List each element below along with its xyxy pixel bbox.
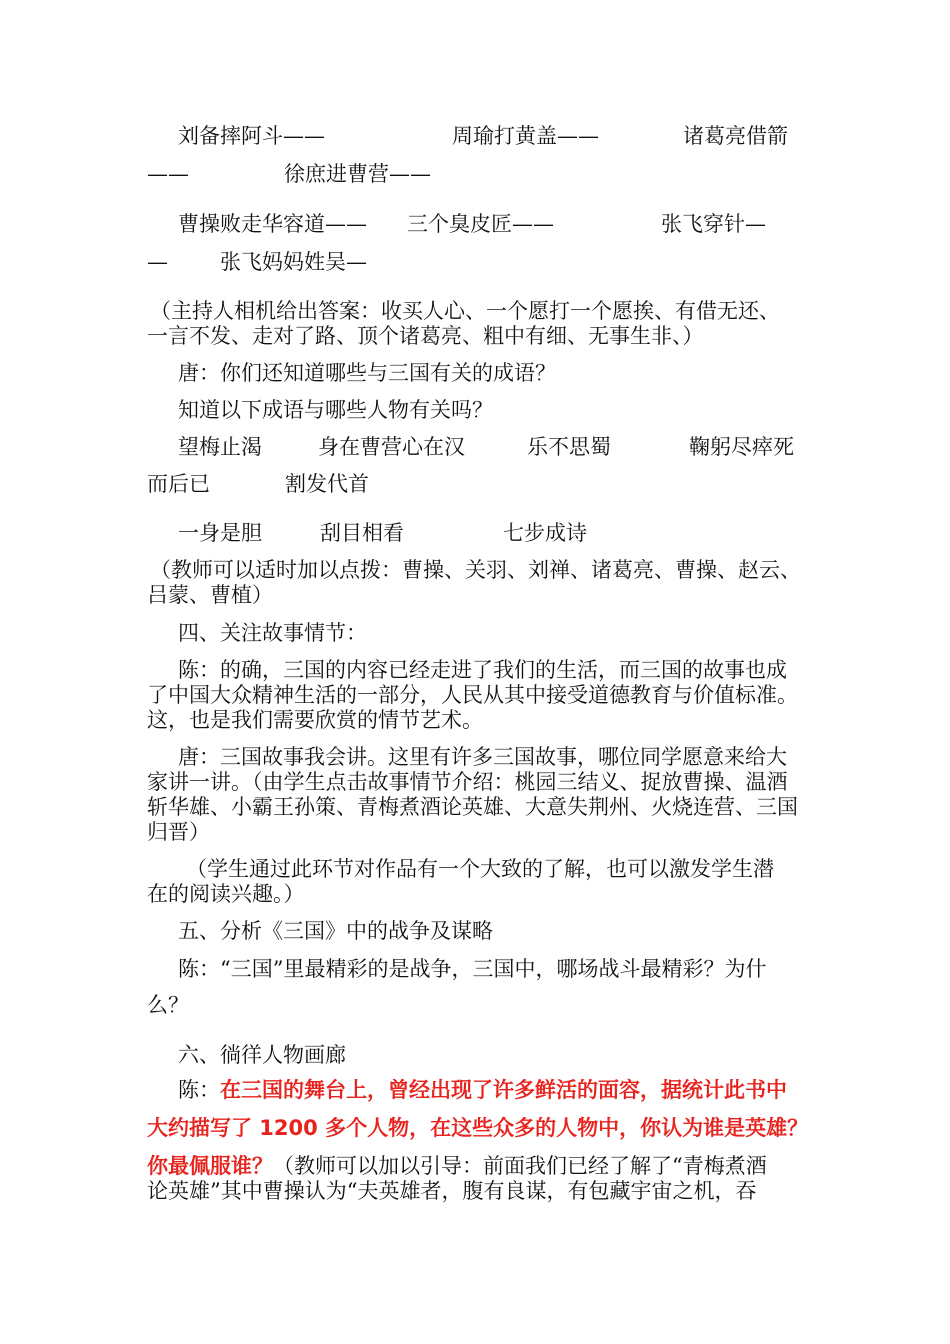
- phrase-text: 割发代首: [285, 472, 369, 496]
- chen-para-3-line-1: [178, 1076, 787, 1104]
- note-line-1: （学生通过此环节对作品有一个大致的了解，也可以激发学生潜: [186, 857, 774, 881]
- phrase-text: 乐不思蜀: [527, 435, 611, 459]
- idiom-text: 徐庶进曹营——: [284, 162, 431, 186]
- idiom-text: 诸葛亮借箭: [683, 124, 788, 148]
- phrase-text: 鞠躬尽瘁死: [689, 435, 794, 459]
- chen-para-1-line-2: 了中国大众精神生活的一部分，人民从其中接受道德教育与价值标准。: [147, 683, 798, 707]
- idiom-row-2: [0, 160, 950, 188]
- phrase-text: 而后已: [147, 472, 210, 496]
- note-line-2: 在的阅读兴趣。）: [147, 882, 305, 906]
- tang-para-line-3: 斩华雄、小霸王孙策、青梅煮酒论英雄、大意失荆州、火烧连营、三国: [147, 795, 798, 819]
- tang-para-line-4: 归晋）: [147, 820, 210, 844]
- idiom-text: ——: [147, 162, 189, 186]
- section-6-heading: 六、徜徉人物画廊: [178, 1043, 346, 1067]
- phrase-text: 望梅止渴: [178, 435, 262, 459]
- idiom-text: 三个臭皮匠——: [407, 212, 554, 236]
- section-4-heading: 四、关注故事情节：: [178, 621, 367, 645]
- highlight-text: 你最佩服谁？: [147, 1154, 273, 1178]
- phrase-text: 七步成诗: [503, 521, 587, 545]
- idiom-row-4: [0, 248, 950, 276]
- phrase-row-1: [0, 433, 950, 461]
- speaker-prefix: 陈：: [178, 1078, 220, 1102]
- phrase-text: 一身是胆: [178, 521, 262, 545]
- answer-line-2: 一言不发、走对了路、顶个诸葛亮、粗中有细、无事生非、）: [147, 324, 704, 348]
- chen-para-2-line-2: 么？: [147, 993, 189, 1017]
- answer-line-1: （主持人相机给出答案：收买人心、一个愿打一个愿挨、有借无还、: [150, 299, 780, 323]
- phrase-text: 身在曹营心在汉: [318, 435, 465, 459]
- highlight-text: 在三国的舞台上，曾经出现了许多鲜活的面容，据统计此书中: [220, 1078, 787, 1102]
- idiom-text: 周瑜打黄盖——: [452, 124, 599, 148]
- idiom-text: 刘备摔阿斗——: [178, 124, 325, 148]
- question-line: 知道以下成语与哪些人物有关吗？: [178, 398, 493, 422]
- idiom-text: —: [147, 250, 168, 274]
- tang-question: 唐：你们还知道哪些与三国有关的成语？: [178, 361, 556, 385]
- chen-para-3-line-4: 论英雄”其中曹操认为“夫英雄者，腹有良谋，有包藏宇宙之机，吞: [147, 1179, 757, 1203]
- section-5-heading: 五、分析《三国》中的战争及谋略: [178, 919, 493, 943]
- idiom-row-3: [0, 210, 950, 238]
- phrase-row-2: [0, 470, 950, 498]
- tang-para-line-1: 唐：三国故事我会讲。这里有许多三国故事，哪位同学愿意来给大: [178, 745, 787, 769]
- guidance-text: （教师可以加以引导：前面我们已经了解了“青梅煮酒: [273, 1154, 767, 1178]
- idiom-text: 曹操败走华容道——: [178, 212, 367, 236]
- chen-para-3-line-3: [147, 1152, 767, 1180]
- hint-line-2: 吕蒙、曹植）: [147, 583, 273, 607]
- phrase-text: 刮目相看: [320, 521, 404, 545]
- chen-para-1-line-3: 这，也是我们需要欣赏的情节艺术。: [147, 708, 483, 732]
- highlight-text: 大约描写了 1200 多个人物，在这些众多的人物中，你认为谁是英雄？: [147, 1116, 809, 1140]
- chen-para-2-line-1: 陈：“三国”里最精彩的是战争，三国中，哪场战斗最精彩？为什: [178, 957, 767, 981]
- idiom-text: 张飞妈妈姓吴—: [220, 250, 367, 274]
- phrase-row-3: [0, 519, 950, 547]
- hint-line-1: （教师可以适时加以点拨：曹操、关羽、刘禅、诸葛亮、曹操、赵云、: [150, 558, 801, 582]
- chen-para-3-line-2: [147, 1114, 808, 1142]
- tang-para-line-2: 家讲一讲。（由学生点击故事情节介绍：桃园三结义、捉放曹操、温酒: [147, 770, 788, 794]
- idiom-row-1: [0, 122, 950, 150]
- chen-para-1-line-1: 陈：的确，三国的内容已经走进了我们的生活，而三国的故事也成: [178, 658, 787, 682]
- idiom-text: 张飞穿针—: [661, 212, 766, 236]
